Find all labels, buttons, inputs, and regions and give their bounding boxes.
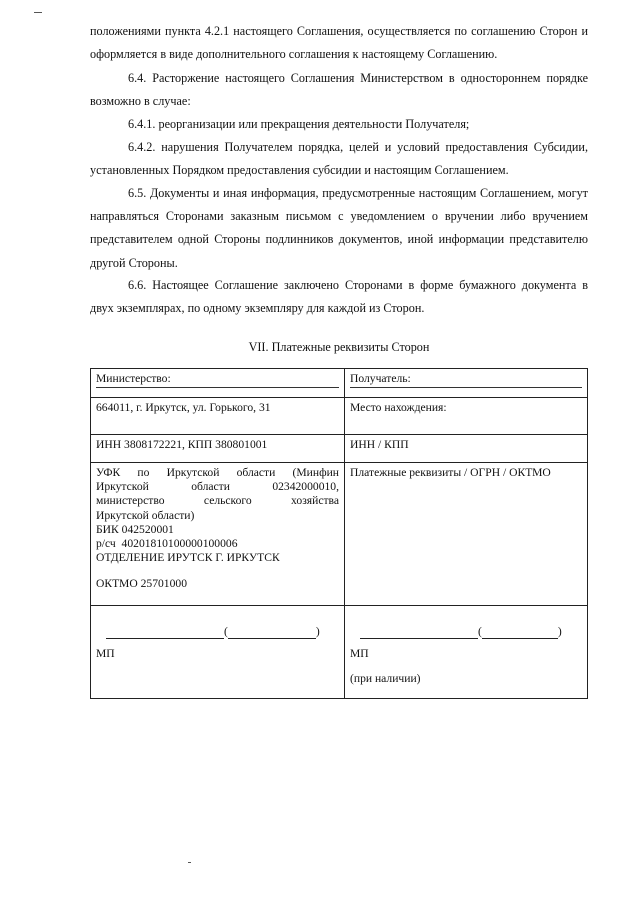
close-paren: ) bbox=[557, 624, 562, 638]
ufk-line-2: Иркутской области 02342000010, bbox=[96, 480, 339, 494]
account-number: р/сч 40201810100000100006 bbox=[96, 537, 238, 551]
recipient-inn-label: ИНН / КПП bbox=[350, 438, 409, 451]
paragraph-6-4-2: 6.4.2. нарушения Получателем порядка, целей и условий предоставления Субсидии, установленных Порядком предоставления субсидии и настоящим Соглашением. bbox=[90, 140, 588, 178]
recipient-requisites-label: Платежные реквизиты / ОГРН / ОКТМО bbox=[350, 466, 551, 479]
table-row bbox=[91, 369, 588, 398]
oktmo: ОКТМО 25701000 bbox=[96, 577, 187, 591]
signature-blank bbox=[360, 626, 478, 639]
requisites-table bbox=[90, 368, 588, 699]
ministry-signature-line bbox=[96, 621, 339, 639]
ministry-header-cell bbox=[91, 369, 345, 398]
table-row bbox=[91, 463, 588, 606]
ministry-bank-details-cell bbox=[91, 463, 345, 606]
section-title: VII. Платежные реквизиты Сторон bbox=[248, 340, 430, 354]
recipient-seal-label: МП bbox=[350, 647, 369, 660]
recipient-label: Получатель: bbox=[350, 372, 582, 388]
bik: БИК 042520001 bbox=[96, 522, 174, 536]
ministry-inn: ИНН 3808172221, КПП 380801001 bbox=[96, 438, 268, 451]
open-paren: ( bbox=[478, 624, 482, 638]
ministry-address: 664011, г. Иркутск, ул. Горького, 31 bbox=[96, 401, 271, 414]
table-row bbox=[91, 435, 588, 463]
recipient-signature-line bbox=[350, 621, 582, 639]
recipient-location-label: Место нахождения: bbox=[350, 401, 447, 414]
paragraph-6-5: 6.5. Документы и иная информация, предусмотренные настоящим Соглашением, могут направляться Сторонами заказным письмом с уведомлением о вручении либо вручением представителем одной Стороны подлинников документов, иной информации представителю другой Стороны. bbox=[90, 186, 588, 270]
recipient-header-cell bbox=[345, 369, 588, 398]
name-blank bbox=[482, 626, 558, 639]
ministry-seal-label: МП bbox=[96, 647, 115, 660]
ministry-inn-cell bbox=[91, 435, 345, 463]
signature-blank bbox=[106, 626, 224, 639]
paragraph-6-6: 6.6. Настоящее Соглашение заключено Сторонами в форме бумажного документа в двух экземплярах, по одному экземпляру для каждой из Сторон. bbox=[90, 278, 588, 316]
ministry-address-cell bbox=[91, 398, 345, 435]
paragraph-agreement-change: положениями пункта 4.2.1 настоящего Соглашения, осуществляется по соглашению Сторон и оформляется в виде дополнительного соглашения к настоящему Соглашению. bbox=[90, 24, 588, 62]
name-blank bbox=[228, 626, 316, 639]
table-row bbox=[91, 606, 588, 699]
ufk-line-3: министерство сельского хозяйства bbox=[96, 494, 339, 508]
recipient-bank-details-cell bbox=[345, 463, 588, 606]
recipient-signature-cell bbox=[345, 606, 588, 699]
table-row bbox=[91, 398, 588, 435]
bank-name: ОТДЕЛЕНИЕ ИРУТСК Г. ИРКУТСК bbox=[96, 551, 280, 565]
recipient-location-cell bbox=[345, 398, 588, 435]
ufk-line-1: УФК по Иркутской области (Минфин bbox=[96, 466, 339, 479]
if-any-note: (при наличии) bbox=[350, 672, 421, 686]
ufk-line-4: Иркутской области) bbox=[96, 508, 195, 522]
paragraph-6-4-1: 6.4.1. реорганизации или прекращения деятельности Получателя; bbox=[128, 117, 470, 131]
paragraph-6-4: 6.4. Расторжение настоящего Соглашения Министерством в одностороннем порядке возможно в случае: bbox=[90, 71, 588, 109]
close-paren: ) bbox=[315, 624, 320, 638]
ministry-label: Министерство: bbox=[96, 372, 339, 388]
recipient-inn-cell bbox=[345, 435, 588, 463]
scan-mark-bottom bbox=[188, 862, 191, 863]
open-paren: ( bbox=[224, 624, 228, 638]
ministry-signature-cell bbox=[91, 606, 345, 699]
scan-mark-top bbox=[34, 12, 42, 13]
